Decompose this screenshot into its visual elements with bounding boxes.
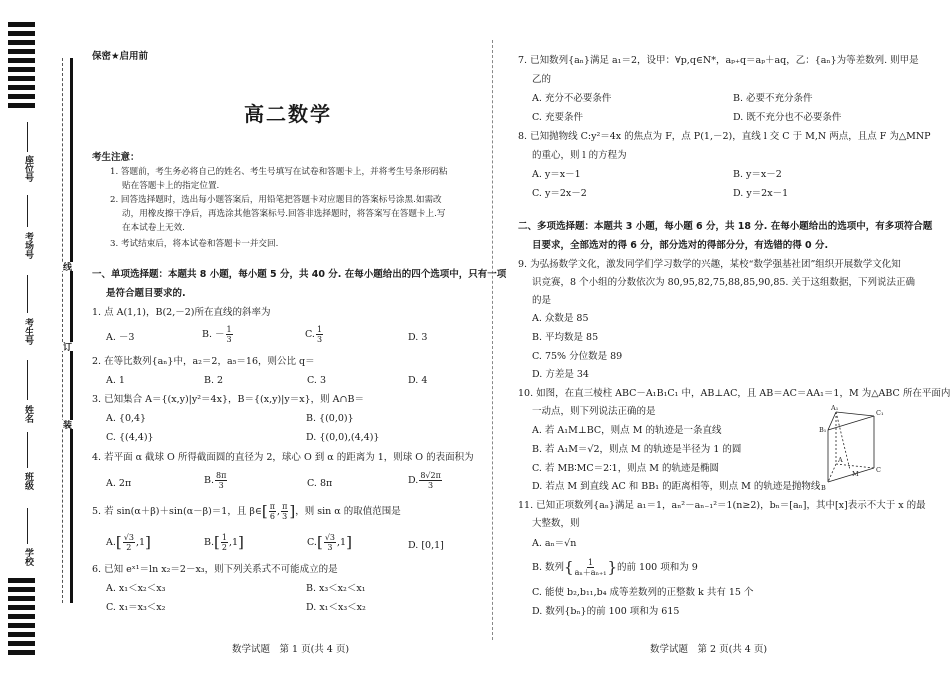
- q1-option-a: A. －3: [106, 332, 135, 343]
- label-c: C: [876, 466, 881, 474]
- q5-option-b: B.[ $\frac{1}{2}$ ,1]: [204, 533, 244, 552]
- binding-school-label: 学校: [23, 548, 33, 566]
- q8-option-a: A. y＝x－1: [532, 169, 581, 180]
- binding-exam-no-label: 考生号: [23, 318, 33, 345]
- edge-b-c: [828, 468, 874, 482]
- section1-heading: 一、单项选择题：本题共 8 小题，每小题 5 分，共 40 分. 在每小题给出的四个选项中，只有一项: [92, 269, 507, 280]
- label-c1: C₁: [876, 409, 884, 417]
- q6-stem: 6. 已知 eˣ¹＝ln x₂＝2－x₃，则下列关系式不可能成立的是: [92, 564, 338, 575]
- q7-option-c: C. 充要条件: [532, 112, 583, 123]
- binding-room-label: 考场号: [23, 232, 33, 259]
- q4-option-d: D. $\frac{8√2\pi}{3}$: [408, 471, 441, 490]
- edge-a1-c1: [836, 412, 874, 416]
- q3-option-a: A. {0,4}: [106, 413, 147, 424]
- q3-option-c: C. {(4,4)}: [106, 432, 154, 443]
- binding-class-label: 班级: [23, 472, 33, 490]
- q8-option-d: D. y＝2x－1: [733, 188, 789, 199]
- page-title: 高二数学: [244, 102, 332, 126]
- label-b1: B₁: [819, 426, 827, 434]
- q8-option-b: B. y＝x－2: [733, 169, 782, 180]
- q6-option-a: A. x₁＜x₂＜x₃: [106, 583, 166, 594]
- q9-option-c: C. 75% 分位数是 89: [532, 351, 623, 362]
- q1-option-d: D. 3: [408, 332, 428, 343]
- q1-stem: 1. 点 A(1,1)，B(2,－2)所在直线的斜率为: [92, 307, 271, 318]
- q6-option-b: B. x₃＜x₂＜x₁: [306, 583, 366, 594]
- footer-left: 数学试题 第 1 页(共 4 页): [232, 644, 350, 655]
- q4-option-a: A. 2π: [106, 478, 132, 489]
- q11-option-d: D. 数列{bₙ}的前 100 项和为 615: [532, 606, 680, 617]
- edge-a-c: [836, 464, 874, 468]
- prism-figure: [818, 400, 898, 492]
- binding-name-label: 姓名: [23, 405, 33, 423]
- label-b: B: [821, 484, 826, 492]
- q9-stem: 9. 为弘扬数学文化，激发同学们学习数学的兴趣，某校“数学强基社团”组织开展数学文化知: [518, 259, 901, 270]
- q6-option-d: D. x₁＜x₃＜x₂: [306, 602, 366, 613]
- q9-option-a: A. 众数是 85: [532, 313, 589, 324]
- q9-option-d: D. 方差是 34: [532, 369, 589, 380]
- notice-line: 在本试卷上无效.: [122, 223, 185, 233]
- section1-heading: 是符合题目要求的.: [106, 288, 186, 299]
- q10-option-d: D. 若点 M 到直线 AC 和 BB₁ 的距离相等，则点 M 的轨迹是抛物线: [532, 481, 821, 492]
- q3-option-d: D. {(0,0),(4,4)}: [306, 432, 380, 443]
- q5-stem: 5. 若 sin(α＋β)＋sin(α－β)＝1，且 β∈[ $\frac{\pi}{6}$ , $\frac{\pi}{3}$ ]，则 sin α 的取值范围是: [92, 502, 401, 521]
- q10-stem: 10. 如图，在直三棱柱 ABC－A₁B₁C₁ 中，AB⊥AC，且 AB＝AC＝AA₁＝1，M 为△ABC 所在平面内: [518, 388, 950, 399]
- label-a1: A₁: [831, 404, 839, 412]
- q1-option-c: C. $\frac{1}{3}$: [305, 325, 323, 344]
- section2-heading: 二、多项选择题：本题共 3 小题，每小题 6 分，共 18 分. 在每小题给出的选项中，有多项符合题: [518, 221, 933, 232]
- q2-stem: 2. 在等比数列{aₙ}中，a₂＝2，a₅＝16，则公比 q＝: [92, 356, 315, 367]
- section2-heading: 目要求，全部选对的得 6 分，部分选对的得部分分，有选错的得 0 分.: [532, 240, 829, 251]
- edge-a-b: [828, 464, 836, 482]
- q8-stem: 的重心，则 l 的方程为: [532, 150, 627, 161]
- q7-stem: 7. 已知数列{aₙ}满足 a₁＝2，设甲：∀p,q∈N*，aₚ₊q＝aₚ＋aq，乙：{aₙ}为等差数列. 则甲是: [518, 55, 919, 66]
- q7-option-d: D. 既不充分也不必要条件: [733, 112, 842, 123]
- edge-a1-b1: [828, 412, 836, 430]
- q3-stem: 3. 已知集合 A＝{(x,y)|y²＝4x}，B＝{(x,y)|y＝x}，则 A∩B＝: [92, 394, 364, 405]
- q6-option-c: C. x₁＝x₃＜x₂: [106, 602, 166, 613]
- q4-option-b: B. $\frac{8\pi}{3}$: [204, 471, 227, 490]
- q7-option-b: B. 必要不充分条件: [733, 93, 813, 104]
- label-m: M: [852, 470, 859, 478]
- binding-ding-mark: 订: [61, 342, 71, 351]
- notice-line: 2. 回答选择题时，选出每小题答案后，用铅笔把答题卡对应题目的答案标号涂黑.如需改: [110, 195, 442, 205]
- q9-stem: 的是: [532, 295, 552, 306]
- notice-line: 1. 答题前，考生务必将自己的姓名、考生号填写在试卷和答题卡上，并将考生号条形码粘: [110, 167, 448, 177]
- q5-option-a: A.[ $\frac{√3}{2}$ ,1]: [106, 533, 151, 552]
- q10-option-b: B. 若 A₁M＝√2，则点 M 的轨迹是半径为 1 的圆: [532, 444, 742, 455]
- q9-stem: 识竞赛，8 个小组的分数依次为 80,95,82,75,88,85,90,85. 关于这组数据，下列说法正确: [532, 277, 915, 288]
- q11-stem: 大整数，则: [532, 518, 580, 529]
- binding-seat-label: 座位号: [23, 155, 33, 182]
- notice-line: 3. 考试结束后，将本试卷和答题卡一并交回.: [110, 239, 279, 249]
- q11-option-a: A. aₙ＝√n: [532, 538, 577, 549]
- binding-line-mark: 线: [61, 262, 71, 271]
- q2-option-c: C. 3: [307, 375, 327, 386]
- notice-heading: 考生注意：: [92, 152, 140, 163]
- q4-stem: 4. 若平面 α 截球 O 所得截面圆的直径为 2，球心 O 到 α 的距离为 1，则球 O 的表面积为: [92, 452, 474, 463]
- q10-stem: 一动点，则下列说法正确的是: [532, 406, 656, 417]
- footer-right: 数学试题 第 2 页(共 4 页): [650, 644, 768, 655]
- q2-option-a: A. 1: [106, 375, 125, 386]
- q9-option-b: B. 平均数是 85: [532, 332, 599, 343]
- q7-stem: 乙的: [532, 74, 552, 85]
- q5-option-c: C.[ $\frac{√3}{3}$ ,1]: [307, 533, 352, 552]
- q5-option-d: D. [0,1]: [408, 540, 444, 551]
- q1-option-b: B. － $\frac{1}{3}$: [202, 325, 232, 344]
- q2-option-b: B. 2: [204, 375, 224, 386]
- confidential-mark: 保密★启用前: [92, 51, 149, 62]
- q7-option-a: A. 充分不必要条件: [532, 93, 612, 104]
- page-divider: [492, 40, 493, 640]
- q3-option-b: B. {(0,0)}: [306, 413, 354, 424]
- q4-option-c: C. 8π: [307, 478, 333, 489]
- label-a: A: [838, 456, 843, 464]
- q11-option-b: B. 数列{ $\frac{1}{\text{aₙ＋aₙ₊₁}}$ }的前 100 项和为 9: [532, 558, 698, 577]
- q2-option-d: D. 4: [408, 375, 428, 386]
- q11-option-c: C. 能使 b₂,b₁₁,b₄ 成等差数列的正整数 k 共有 15 个: [532, 587, 754, 598]
- notice-line: 动，用橡皮擦干净后，再选涂其他答案标号.回答非选择题时，将答案写在答题卡上.写: [122, 209, 446, 219]
- q10-option-c: C. 若 MB∶MC＝2∶1，则点 M 的轨迹是椭圆: [532, 463, 719, 474]
- q11-stem: 11. 已知正项数列{aₙ}满足 a₁＝1，aₙ²－aₙ₋₁²＝1(n≥2)，bₙ＝[aₙ]，其中[x]表示不大于 x 的最: [518, 500, 926, 511]
- q8-stem: 8. 已知抛物线 C:y²＝4x 的焦点为 F，点 P(1,－2)，直线 l 交 C 于 M,N 两点，且点 F 为△MNP: [518, 131, 931, 142]
- edge-b1-c1: [828, 416, 874, 430]
- q10-option-a: A. 若 A₁M⊥BC，则点 M 的轨迹是一条直线: [532, 425, 722, 436]
- q8-option-c: C. y＝2x－2: [532, 188, 587, 199]
- binding-zhuang-mark: 装: [61, 420, 71, 429]
- notice-line: 贴在答题卡上的指定位置.: [122, 181, 220, 191]
